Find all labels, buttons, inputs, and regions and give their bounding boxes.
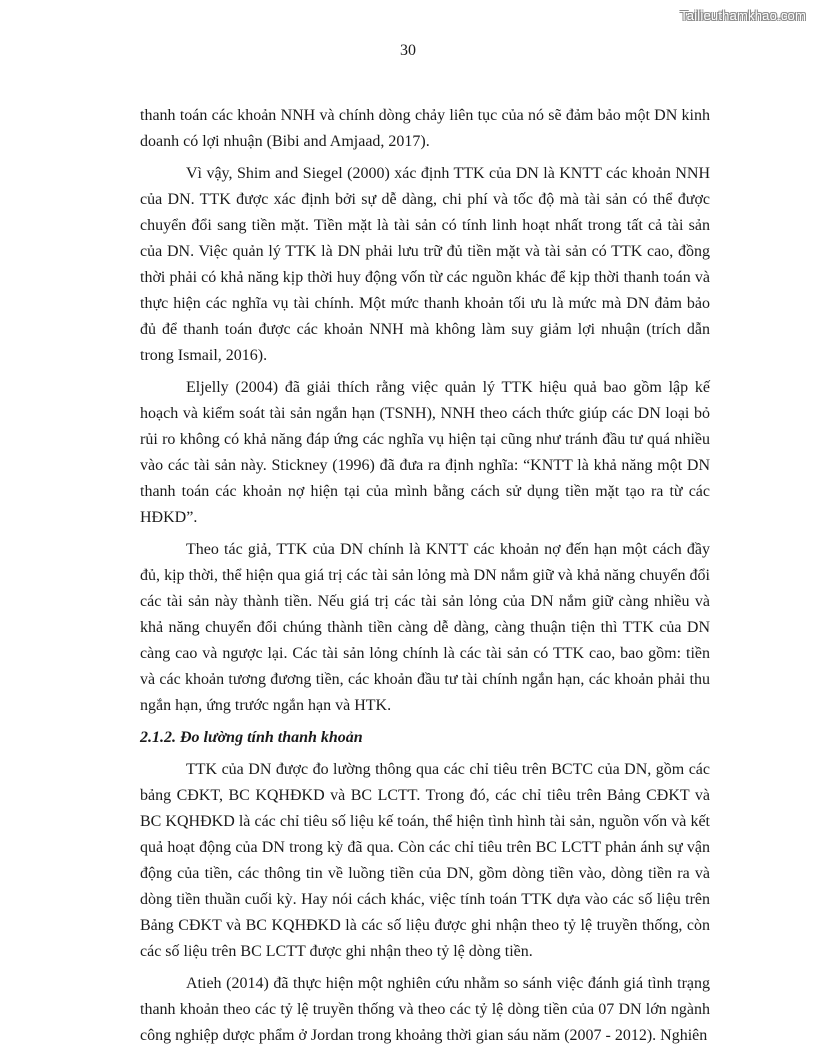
document-body: [140, 103, 710, 1055]
section-heading: 2.1.2. Đo lường tính thanh khoản: [140, 729, 363, 746]
paragraph: Eljelly (2004) đã giải thích rằng việc quản lý TTK hiệu quả bao gồm lập kế hoạch và kiểm soát tài sản ngắn hạn (TSNH), NNH theo cách thức giúp các DN loại bỏ rủi ro không có khả năng đáp ứng các nghĩa vụ hiện tại cũng như tránh đầu tư quá nhiều vào các tài sản này. Stickney (1996) đã đưa ra định nghĩa: “KNTT là khả năng một DN thanh toán các khoản nợ hiện tại của mình bằng cách sử dụng tiền mặt tạo ra từ các HĐKD”.: [140, 379, 710, 526]
paragraph: Atieh (2014) đã thực hiện một nghiên cứu nhằm so sánh việc đánh giá tình trạng thanh khoản theo các tỷ lệ truyền thống và theo các tỷ lệ dòng tiền của 07 DN lớn ngành công nghiệp dược phẩm ở Jordan trong khoảng thời gian sáu năm (2007 - 2012). Nghiên: [140, 975, 710, 1044]
paragraph: TTK của DN được đo lường thông qua các chỉ tiêu trên BCTC của DN, gồm các bảng CĐKT, BC KQHĐKD và BC LCTT. Trong đó, các chỉ tiêu trên Bảng CĐKT và BC KQHĐKD là các chỉ tiêu số liệu kế toán, thể hiện tình hình tài sản, nguồn vốn và kết quả hoạt động của DN trong kỳ đã qua. Còn các chỉ tiêu trên BC LCTT phản ánh sự vận động của tiền, các thông tin về luồng tiền của DN, gồm dòng tiền vào, dòng tiền ra và dòng tiền thuần cuối kỳ. Hay nói cách khác, việc tính toán TTK dựa vào các số liệu trên Bảng CĐKT và BC KQHĐKD là các số liệu được ghi nhận theo tỷ lệ truyền thống, còn các số liệu trên BC LCTT được ghi nhận theo tỷ lệ dòng tiền.: [140, 761, 710, 960]
watermark: Tailieuthamkhao.com: [680, 8, 806, 23]
paragraph: Theo tác giả, TTK của DN chính là KNTT các khoản nợ đến hạn một cách đầy đủ, kịp thời, thể hiện qua giá trị các tài sản lỏng mà DN nắm giữ và khả năng chuyển đổi các tài sản này thành tiền. Nếu giá trị các tài sản lỏng của DN nắm giữ càng nhiều và khả năng chuyển đổi chúng thành tiền càng dễ dàng, càng thuận tiện thì TTK của DN càng cao và ngược lại. Các tài sản lỏng chính là các tài sản có TTK cao, bao gồm: tiền và các khoản tương đương tiền, các khoản đầu tư tài chính ngắn hạn, các khoản phải thu ngắn hạn, ứng trước ngắn hạn và HTK.: [140, 541, 710, 714]
page-number: 30: [400, 42, 416, 59]
paragraph: Vì vậy, Shim and Siegel (2000) xác định TTK của DN là KNTT các khoản NNH của DN. TTK được xác định bởi sự dễ dàng, chi phí và tốc độ mà tài sản có thể được chuyển đổi sang tiền mặt. Tiền mặt là tài sản có tính linh hoạt nhất trong tất cả tài sản của DN. Việc quản lý TTK là DN phải lưu trữ đủ tiền mặt và tài sản có TTK cao, đồng thời phải có khả năng kịp thời huy động vốn từ các nguồn khác để kịp thời thanh toán và thực hiện các nghĩa vụ tài chính. Một mức thanh khoản tối ưu là mức mà DN đảm bảo đủ để thanh toán được các khoản NNH mà không làm suy giảm lợi nhuận (trích dẫn trong Ismail, 2016).: [140, 165, 710, 364]
paragraph-continuation: thanh toán các khoản NNH và chính dòng chảy liên tục của nó sẽ đảm bảo một DN kinh doanh có lợi nhuận (Bibi and Amjaad, 2017).: [140, 107, 710, 150]
